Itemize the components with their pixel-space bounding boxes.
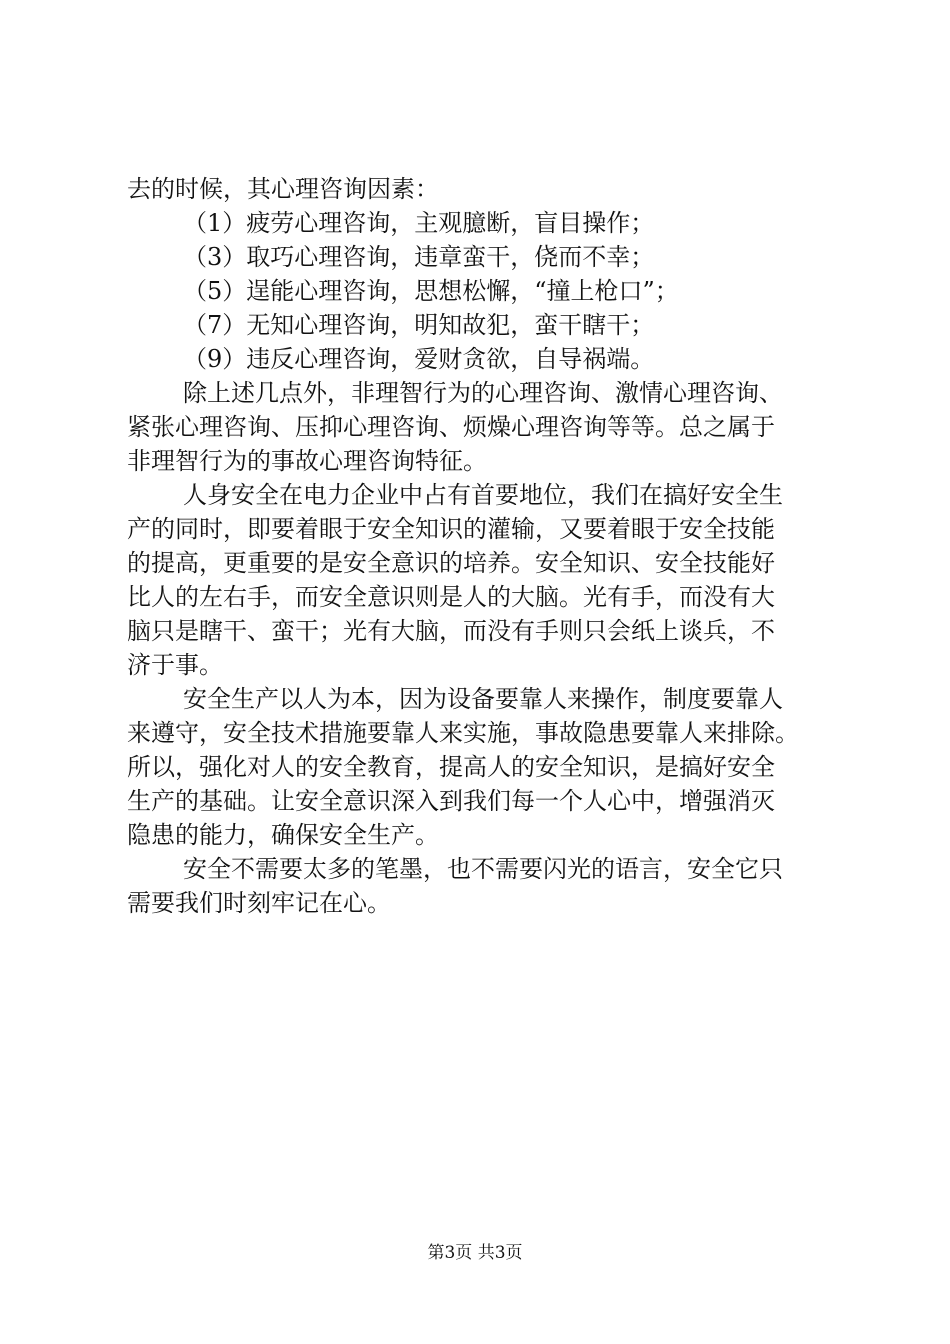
paragraph-line: 安全生产以人为本，因为设备要靠人来操作，制度要靠人 bbox=[183, 685, 783, 713]
paragraph-line: 的提高，更重要的是安全意识的培养。安全知识、安全技能好 bbox=[127, 549, 775, 577]
list-item: （9）违反心理咨询，爱财贪欲，自导祸端。 bbox=[183, 345, 655, 373]
paragraph-line: 来遵守，安全技术措施要靠人来实施，事故隐患要靠人来排除。 bbox=[127, 719, 799, 747]
paragraph-line: 紧张心理咨询、压抑心理咨询、烦燥心理咨询等等。总之属于 bbox=[127, 413, 775, 441]
text-line: 去的时候，其心理咨询因素： bbox=[127, 175, 439, 203]
paragraph-line: 除上述几点外，非理智行为的心理咨询、激情心理咨询、 bbox=[183, 379, 783, 407]
list-item: （3）取巧心理咨询，违章蛮干，侥而不幸； bbox=[183, 243, 655, 271]
page-footer bbox=[0, 1241, 950, 1265]
paragraph-line: 非理智行为的事故心理咨询特征。 bbox=[127, 447, 487, 475]
page-number: 第3页 共3页 bbox=[427, 1243, 523, 1263]
paragraph-line: 需要我们时刻牢记在心。 bbox=[127, 889, 391, 917]
paragraph-line: 安全不需要太多的笔墨，也不需要闪光的语言，安全它只 bbox=[183, 855, 783, 883]
paragraph-line: 人身安全在电力企业中占有首要地位，我们在搞好安全生 bbox=[183, 481, 783, 509]
list-item: （7）无知心理咨询，明知故犯，蛮干瞎干； bbox=[183, 311, 655, 339]
paragraph-line: 产的同时，即要着眼于安全知识的灌输，又要着眼于安全技能 bbox=[127, 515, 775, 543]
list-item: （5）逞能心理咨询，思想松懈，“撞上枪口”； bbox=[183, 277, 679, 305]
paragraph-line: 生产的基础。让安全意识深入到我们每一个人心中，增强消灭 bbox=[127, 787, 775, 815]
document-body bbox=[127, 172, 847, 920]
paragraph-line: 比人的左右手，而安全意识则是人的大脑。光有手，而没有大 bbox=[127, 583, 775, 611]
list-item: （1）疲劳心理咨询，主观臆断，盲目操作； bbox=[183, 209, 655, 237]
paragraph-line: 所以，强化对人的安全教育，提高人的安全知识，是搞好安全 bbox=[127, 753, 775, 781]
paragraph-line: 济于事。 bbox=[127, 651, 223, 679]
paragraph-line: 脑只是瞎干、蛮干；光有大脑，而没有手则只会纸上谈兵，不 bbox=[127, 617, 775, 645]
paragraph-line: 隐患的能力，确保安全生产。 bbox=[127, 821, 439, 849]
